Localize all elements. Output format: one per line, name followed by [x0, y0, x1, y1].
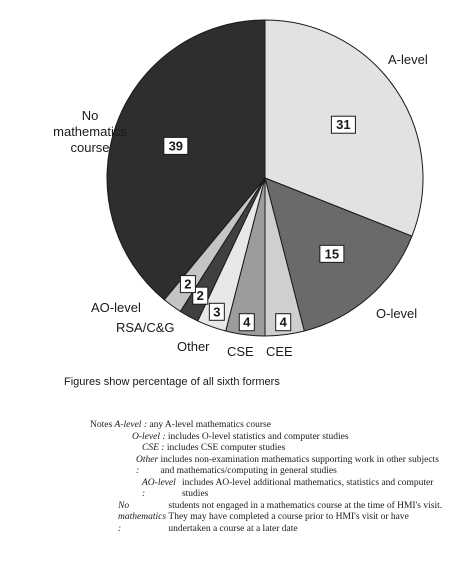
data-label: 39 — [168, 138, 184, 154]
label-cee: CEE — [266, 344, 293, 359]
note-row — [90, 455, 450, 478]
note-definition: includes O-level statistics and computer studies — [167, 431, 349, 442]
note-row — [90, 432, 450, 444]
note-definition: includes CSE computer studies — [166, 443, 286, 453]
data-label: 2 — [184, 276, 192, 292]
note-row — [90, 443, 450, 455]
label-cse: CSE — [227, 344, 254, 359]
label-no-math-line2: mathematics — [53, 124, 127, 139]
notes — [90, 420, 450, 535]
note-term: CSE : — [142, 443, 165, 453]
label-o-level: O-level — [376, 306, 418, 321]
label-ao-level: AO-level — [91, 300, 141, 315]
data-label: 4 — [243, 314, 251, 330]
note-row — [90, 501, 450, 536]
label-rsa-cg: RSA/C&G — [116, 320, 175, 335]
note-definition: includes non-examination mathematics supporting work in other subjects and mathematics/computing in general studies — [160, 454, 439, 476]
data-label: 4 — [279, 314, 287, 330]
data-label: 3 — [213, 304, 221, 320]
note-definition: includes AO-level additional mathematics, statistics and computer studies — [181, 477, 434, 499]
note-definition: students not engaged in a mathematics course at the time of HMI's visit. They may have completed a course prior to HMI's visit or have undertaken a course at a later date — [168, 500, 443, 534]
notes-prefix: Notes — [90, 420, 115, 430]
note-row — [90, 478, 450, 501]
note-term: Other : — [136, 454, 159, 476]
note-term: O-level : — [132, 431, 166, 442]
note-definition: any A-level mathematics course — [149, 420, 271, 430]
data-label: 2 — [196, 288, 204, 304]
note-row — [90, 420, 450, 432]
label-no-math-line3: course — [70, 140, 110, 155]
data-label: 15 — [324, 246, 340, 262]
chart-caption: Figures show percentage of all sixth formers — [64, 376, 280, 388]
label-other: Other — [177, 339, 210, 354]
note-term: AO-level : — [142, 477, 176, 499]
label-a-level: A-level — [388, 52, 428, 67]
note-term: A-level : — [114, 420, 147, 430]
note-term: No mathematics : — [118, 500, 167, 534]
data-label: 31 — [336, 117, 351, 133]
label-no-math-line1: No — [81, 108, 99, 123]
